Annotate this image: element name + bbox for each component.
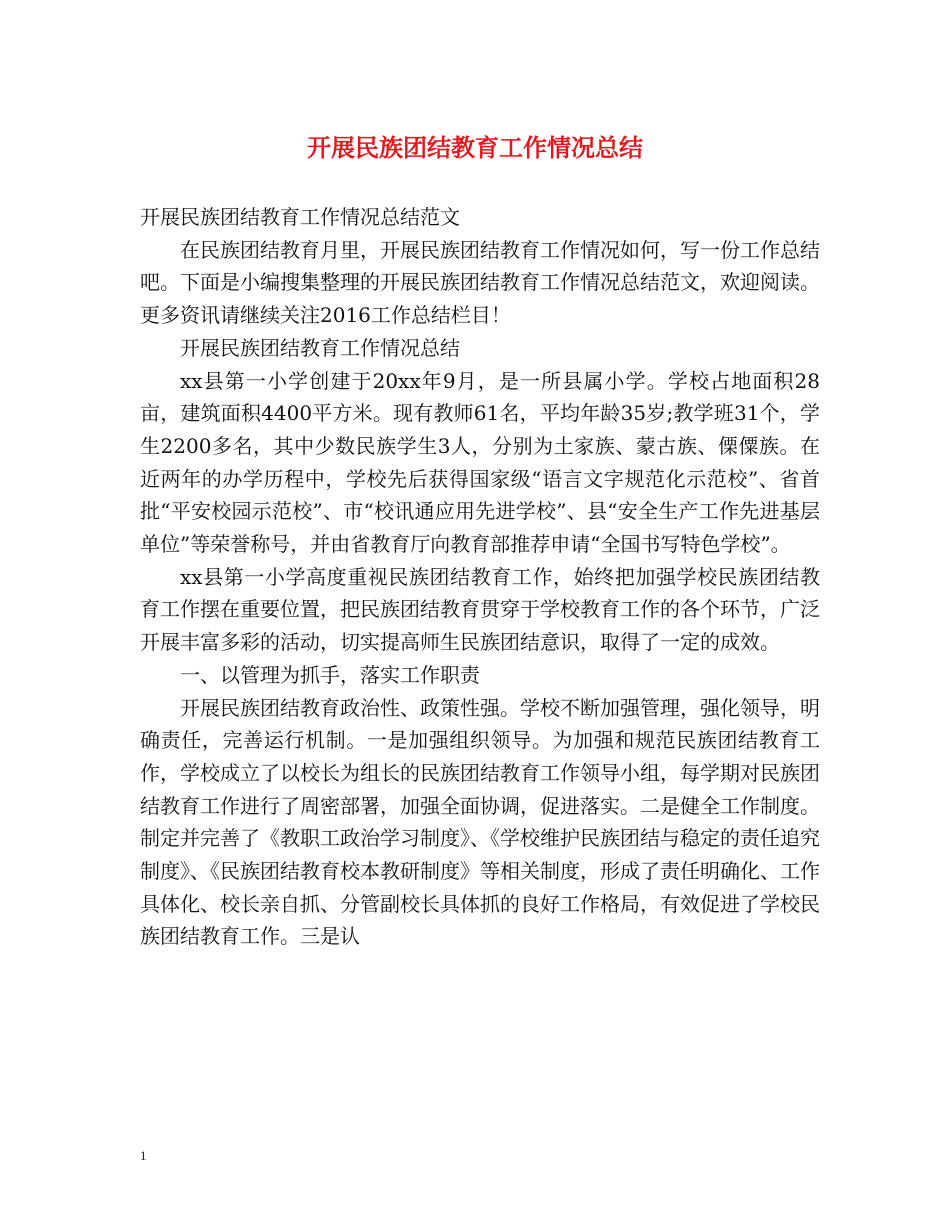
paragraph-heading: 开展民族团结教育工作情况总结 — [180, 335, 460, 360]
paragraph-school-emphasis: xx县第一小学高度重视民族团结教育工作，始终把加强学校民族团结教育工作摆在重要位置，把民族团结教育贯穿于学校教育工作的各个环节，广泛开展丰富多彩的活动，切实提高师生民族团结意识，取得了一定的成效。 — [140, 564, 820, 655]
document-title: 开展民族团结教育工作情况总结 — [307, 133, 643, 162]
paragraph-management: 开展民族团结教育政治性、政策性强。学校不断加强管理，强化领导，明确责任，完善运行机制。一是加强组织领导。为加强和规范民族团结教育工作，学校成立了以校长为组长的民族团结教育工作领导小组，每学期对民族团结教育工作进行了周密部署，加强全面协调，促进落实。二是健全工作制度。制定并完善了《教职工政治学习制度》、《学校维护民族团结与稳定的责任追究制度》、《民族团结教育校本教研制度》等相关制度，形成了责任明确化、工作具体化、校长亲自抓、分管副校长具体抓的良好工作格局，有效促进了学校民族团结教育工作。三是认 — [140, 695, 820, 949]
paragraph-school-overview: xx县第一小学创建于20xx年9月，是一所县属小学。学校占地面积28亩，建筑面积4400平方米。现有教师61名，平均年龄35岁;教学班31个，学生2200多名，其中少数民族学生3人，分别为土家族、蒙古族、傈僳族。在近两年的办学历程中，学校先后获得国家级“语言文字规范化示范校”、省首批“平安校园示范校”、市“校讯通应用先进学校”、县“安全生产工作先进基层单位”等荣誉称号，并由省教育厅向教育部推荐申请“全国书写特色学校”。 — [140, 368, 820, 557]
paragraph-subtitle: 开展民族团结教育工作情况总结范文 — [140, 205, 460, 229]
paragraph-intro: 在民族团结教育月里，开展民族团结教育工作情况如何，写一份工作总结吧。下面是小编搜集整理的开展民族团结教育工作情况总结范文，欢迎阅读。更多资讯请继续关注2016工作总结栏目！ — [140, 237, 820, 328]
section-heading-management: 一、以管理为抓手，落实工作职责 — [180, 662, 480, 687]
document-body — [140, 201, 820, 953]
page-number: 1 — [140, 1148, 147, 1163]
